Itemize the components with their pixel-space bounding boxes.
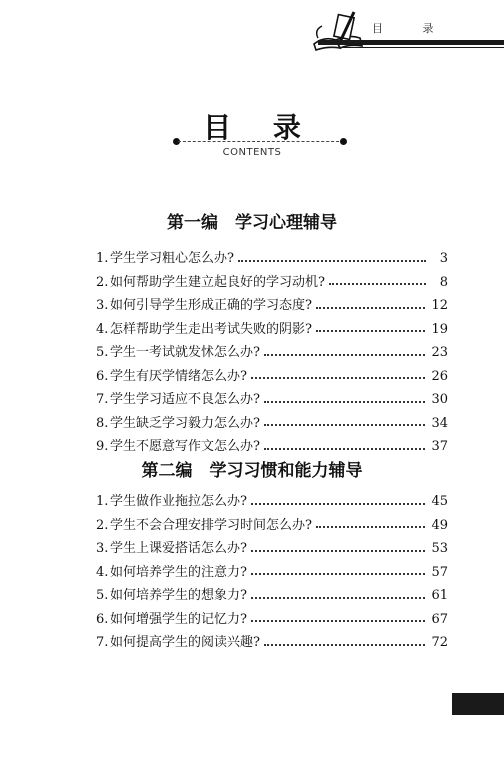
- toc-item[interactable]: [96, 584, 448, 608]
- toc-number: 6.: [96, 368, 109, 384]
- toc-number: 1.: [96, 494, 109, 509]
- toc-list-section-2: [96, 490, 448, 655]
- toc-leader: [264, 401, 425, 403]
- toc-page-number: 53: [431, 541, 448, 556]
- toc-number: 7.: [96, 635, 109, 650]
- toc-page-number: 8: [439, 274, 448, 290]
- toc-item[interactable]: [96, 318, 448, 342]
- toc-title: 如何提高学生的阅读兴趣?: [110, 635, 260, 650]
- toc-page-number: 34: [431, 415, 448, 431]
- toc-number: 5.: [96, 588, 109, 603]
- toc-leader: [238, 260, 426, 262]
- toc-item[interactable]: [96, 514, 448, 538]
- page-subtitle: CONTENTS: [222, 147, 282, 158]
- header-rule: [318, 40, 504, 45]
- toc-number: 1.: [96, 251, 109, 266]
- toc-number: 2.: [96, 517, 109, 533]
- toc-title: 学生做作业拖拉怎么办?: [110, 494, 247, 509]
- toc-page-number: 45: [431, 494, 448, 509]
- header-label: 目 录: [372, 22, 452, 35]
- toc-leader: [251, 550, 425, 552]
- toc-title: 如何培养学生的注意力?: [110, 564, 247, 580]
- toc-title: 学生上课爱搭话怎么办?: [110, 541, 247, 556]
- toc-item[interactable]: [96, 247, 448, 271]
- toc-number: 7.: [96, 392, 109, 407]
- toc-item[interactable]: [96, 294, 448, 318]
- toc-item[interactable]: [96, 490, 448, 514]
- toc-number: 4.: [96, 564, 109, 580]
- toc-item[interactable]: [96, 435, 448, 459]
- section-heading-2: 第二编 学习习惯和能力辅导: [141, 461, 363, 481]
- toc-title: 学生不愿意写作文怎么办?: [110, 439, 260, 454]
- toc-title: 如何引导学生形成正确的学习态度?: [110, 298, 312, 313]
- toc-page-number: 49: [431, 517, 448, 533]
- toc-item[interactable]: [96, 341, 448, 365]
- toc-page-number: 61: [431, 588, 448, 603]
- toc-leader: [251, 620, 425, 622]
- toc-number: 4.: [96, 321, 109, 337]
- toc-page-number: 12: [431, 298, 448, 313]
- toc-page-number: 37: [431, 439, 448, 454]
- toc-page-number: 19: [431, 321, 448, 337]
- toc-leader: [316, 526, 425, 528]
- toc-title: 如何培养学生的想象力?: [110, 588, 247, 603]
- toc-page-number: 23: [431, 345, 448, 360]
- toc-page-number: 30: [431, 392, 448, 407]
- toc-title: 学生有厌学情绪怎么办?: [110, 368, 247, 384]
- section-heading-1: 第一编 学习心理辅导: [167, 213, 337, 233]
- toc-title: 如何增强学生的记忆力?: [110, 611, 247, 627]
- header-rule-thin: [330, 47, 504, 48]
- toc-title: 如何帮助学生建立起良好的学习动机?: [110, 274, 325, 290]
- toc-title: 学生缺乏学习毅力怎么办?: [110, 415, 260, 431]
- toc-list-section-1: [96, 247, 448, 459]
- toc-number: 3.: [96, 298, 109, 313]
- toc-number: 2.: [96, 274, 109, 290]
- side-tab-marker: [452, 693, 504, 715]
- toc-item[interactable]: [96, 561, 448, 585]
- title-dot-right: [340, 138, 347, 145]
- toc-item[interactable]: [96, 271, 448, 295]
- toc-item[interactable]: [96, 631, 448, 655]
- title-divider: [178, 141, 344, 142]
- toc-leader: [264, 354, 425, 356]
- toc-page-number: 3: [439, 251, 448, 266]
- toc-leader: [264, 424, 425, 426]
- toc-page-number: 26: [431, 368, 448, 384]
- toc-page-number: 72: [431, 635, 448, 650]
- toc-leader: [316, 307, 425, 309]
- toc-leader: [251, 573, 425, 575]
- toc-number: 3.: [96, 541, 109, 556]
- toc-number: 9.: [96, 439, 109, 454]
- toc-item[interactable]: [96, 388, 448, 412]
- toc-number: 8.: [96, 415, 109, 431]
- toc-title: 学生学习粗心怎么办?: [110, 251, 234, 266]
- toc-title: 学生不会合理安排学习时间怎么办?: [110, 517, 312, 533]
- toc-item[interactable]: [96, 608, 448, 632]
- toc-page-number: 67: [431, 611, 448, 627]
- toc-item[interactable]: [96, 365, 448, 389]
- toc-leader: [251, 503, 425, 505]
- page-title: 目 录: [203, 111, 317, 144]
- toc-number: 6.: [96, 611, 109, 627]
- toc-title: 怎样帮助学生走出考试失败的阴影?: [110, 321, 312, 337]
- toc-page-number: 57: [431, 564, 448, 580]
- toc-title: 学生学习适应不良怎么办?: [110, 392, 260, 407]
- toc-leader: [264, 448, 425, 450]
- toc-leader: [329, 283, 426, 285]
- toc-leader: [251, 377, 425, 379]
- toc-number: 5.: [96, 345, 109, 360]
- toc-leader: [264, 644, 425, 646]
- toc-leader: [251, 597, 425, 599]
- toc-title: 学生一考试就发怵怎么办?: [110, 345, 260, 360]
- toc-leader: [316, 330, 425, 332]
- toc-item[interactable]: [96, 412, 448, 436]
- toc-item[interactable]: [96, 537, 448, 561]
